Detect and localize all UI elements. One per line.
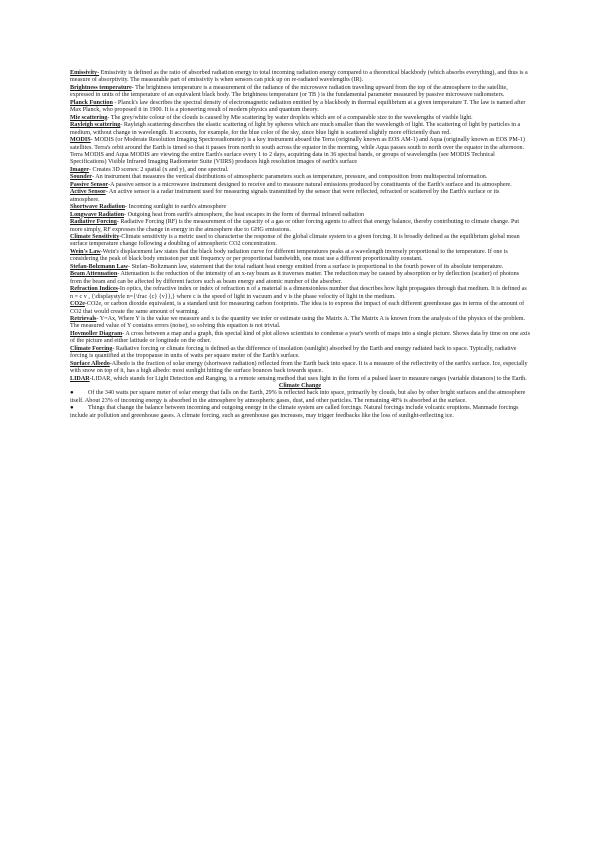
glossary-entry xyxy=(70,346,530,361)
glossary-definition: -In optics, the refractive index or index of refraction n of a material is a dimensionless number that describes how light propagates through that medium. It is defined as n = c v , {\displaystyle n={\frac {c} {v}},} where c is the speed of light in vacuum and v is the phase velocity of light in the medium. xyxy=(70,286,527,300)
glossary-definition: -Wein's displacement law states that the black body radiation curve for different temperatures peaks at a wavelength inversely proportional to the temperature. If one is considering the peak of black body emission per unit frequency or per proportional bandwidth, one must use a different proportionality constant. xyxy=(70,248,508,263)
glossary-term: Imager xyxy=(70,166,89,173)
glossary-entry xyxy=(70,204,530,211)
glossary-definition: - Attenuation is the reduction of the intensity of an x-ray beam as it traverses matter. The reduction may be caused by absorption or by deflection (scatter) of photons from the beam and can be affected by different factors such as beam energy and atomic number of the absorber. xyxy=(70,271,520,285)
glossary-term: Passive Sensor xyxy=(70,181,109,188)
glossary-list xyxy=(70,70,530,383)
glossary-entry xyxy=(70,361,530,376)
glossary-term: Climate Forcing xyxy=(70,345,113,352)
glossary-entry xyxy=(70,271,530,286)
glossary-term: Surface Albedo xyxy=(70,360,110,367)
glossary-term: Wein's Law xyxy=(70,248,101,255)
glossary-definition: -A passive sensor is a microwave instrument designed to receive and to measure natural emissions produced by constituents of the Earth's surface and its atmosphere. xyxy=(108,181,512,188)
glossary-term: Retrievals xyxy=(70,315,97,322)
glossary-term: Longwave Radiation xyxy=(70,211,125,218)
glossary-definition: -LIDAR, which stands for Light Detection and Ranging, is a remote sensing method that uses light in the form of a pulsed laser to measure ranges (variable distances) to the Earth. xyxy=(89,375,527,382)
glossary-term: LIDAR xyxy=(70,375,90,382)
glossary-entry xyxy=(70,85,530,100)
glossary-definition: - An instrument that measures the vertical distributions of atmospheric parameters such as temperature, pressure, and composition from multispectral information. xyxy=(92,174,488,181)
glossary-definition: -CO2e, or carbon dioxide equivalent, is a standard unit for measuring carbon footprints. The idea is to express the impact of each different greenhouse gas in terms of the amount of CO2 that would create the same amount of warming. xyxy=(70,301,525,315)
glossary-entry xyxy=(70,331,530,346)
bullet-text: Of the 340 watts per square meter of solar energy that falls on the Earth, 29% is reflected back into space, primarily by clouds, but also by other bright surfaces and the atmosphere itself. About 23% of incoming energy is absorbed in the atmosphere by atmospheric gases, dust, and other particles. The remaining 48% is absorbed at the surface. xyxy=(70,390,526,404)
glossary-definition: - Stefan–Boltzmann law, statement that the total radiant heat energy emitted from a surface is proportional to the fourth power of its absolute temperature. xyxy=(128,263,504,270)
glossary-definition: - Radiative Forcing (RF) is the measurement of the capacity of a gas or other forcing agents to affect that energy balance, thereby contributing to climate change. Put more simply, RF expresses the change in energy in the atmosphere due to GHG emissions. xyxy=(70,219,520,233)
glossary-entry xyxy=(70,189,530,204)
glossary-term: Sounder xyxy=(70,174,93,181)
glossary-term: Stefan-Bolzmann Law xyxy=(70,263,129,270)
glossary-definition: - Radiative forcing or climate forcing is defined as the difference of insolation (sunlight) absorbed by the Earth and energy radiated back to space. Typically, radiative forcing is quantified at the tropopause in units of watts per square meter of the Earth's surface. xyxy=(70,345,517,360)
glossary-term: Active Sensor xyxy=(70,189,106,196)
glossary-entry xyxy=(70,316,530,331)
glossary-term: Hovmoller Diagram xyxy=(70,330,123,337)
glossary-entry xyxy=(70,212,530,219)
glossary-definition: -Albedo is the fraction of solar energy (shortwave radiation) reflected from the Earth back into space. It is a measure of the reflectivity of the earth's surface. Ice, especially with snow on top of it, has a high albedo: most sunlight hitting the surface bounces back towards space. xyxy=(70,360,528,375)
glossary-term: Climate Sensitivity xyxy=(70,233,120,240)
glossary-definition: - Planck's law describes the spectral density of electromagnetic radiation emitted by a blackbody in thermal equilibrium at a given temperature T. The law is named after Max Planck, who proposed it in 1900. It is a pioneering result of modern physics and quantum theory. xyxy=(70,99,526,114)
glossary-entry xyxy=(70,137,530,167)
glossary-entry xyxy=(70,286,530,301)
glossary-definition: - MODIS (or Moderate Resolution Imaging Spectroradiometer) is a key instrument aboard the Terra (originally known as EOS AM-1) and Aqua (originally known as EOS PM-1) satellites. Terra's orbit around the Earth is timed so that it passes from north to south across the equator in the morning, while Aqua passes south to north over the equator in the afternoon. Terra MODIS and Aqua MODIS are viewing the entire Earth's surface every 1 to 2 days, acquiring data in 36 spectral bands, or groups of wavelengths (see MODIS Technical Specifications) Visible Infrared Imaging Radiometer Suite (VIIRS) produces high resolution images of earth's surface xyxy=(70,137,525,166)
glossary-term: Mie scattering xyxy=(70,114,108,121)
bullet-icon: ● xyxy=(70,390,74,397)
glossary-term: Shortwave Radiation xyxy=(70,204,126,211)
glossary-entry xyxy=(70,174,530,181)
glossary-term: CO2e xyxy=(70,301,85,308)
glossary-term: MODIS xyxy=(70,137,91,144)
glossary-term: Beam Attenuation xyxy=(70,271,118,278)
bullet-item xyxy=(70,405,530,420)
glossary-term: Brightness temperature xyxy=(70,84,132,91)
bullet-list xyxy=(70,390,530,420)
glossary-entry xyxy=(70,70,530,85)
glossary-definition: - Incoming sunlight to earth's atmosphere xyxy=(125,204,227,211)
bullet-icon: ● xyxy=(70,405,74,412)
glossary-entry xyxy=(70,249,530,264)
glossary-definition: - Rayleigh scattering describes the elastic scattering of light by spheres which are much smaller than the wavelength of light. The scattering of light by particles in a medium, without change in wavelength. It accounts, for example, for the blue color of the sky, since blue light is scattered slightly more efficiently than red. xyxy=(70,122,521,136)
glossary-definition: - The brightness temperature is a measurement of the radiance of the microwave radiation traveling upward from the top of the atmosphere to the satellite, expressed in units of the temperature of an equivalent black body. The brightness temperature (or TB ) is the fundamental parameter measured by passive microwave radiometers. xyxy=(70,84,508,99)
glossary-definition: - Outgoing heat from earth's atmosphere, the heat escapes in the form of thermal infrared radiation xyxy=(124,211,365,218)
bullet-text: Things that change the balance between incoming and outgoing energy in the climate system are called forcings. Natural forcings include volcanic eruptions. Manmade forcings include air pollution and greenhouse gases. A climate forcing, such as greenhouse gas increases, may trigger feedbacks like the loss of sunlight-reflecting ice. xyxy=(70,405,519,419)
glossary-definition: - An active sensor is a radar instrument used for measuring signals transmitted by the sensor that were reflected, refracted or scattered by the Earth's surface or its atmosphere. xyxy=(70,189,500,203)
glossary-entry xyxy=(70,234,530,249)
glossary-definition: - Y=Ax, Where Y is the value we measure and x is the quantity we infer or estimate using the Matrix A. The Matrix A is known from the analysis of the physics of the problem. The measured value of Y contains errors (noise), so solving this equation is not trivial. xyxy=(70,315,526,330)
glossary-definition: Emissivity is defined as the ratio of absorbed radiation energy to total incoming radiation energy compared to a theoretical blackbody (which absorbs everything), and thus is a measure of absorptivity. The measurable part of emissivity is when sensors can pick up on re-radiated wavelengths (IR). xyxy=(70,70,528,84)
glossary-definition: -Climate sensitivity is a metric used to characterise the response of the global climate system to a given forcing. It is broadly defined as the equilibrium global mean surface temperature change following a doubling of atmospheric CO2 concentration. xyxy=(70,233,520,248)
glossary-term: Radiative Forcing xyxy=(70,219,117,226)
glossary-definition: - The grey/white colour of the clouds is caused by Mie scattering by water droplets which are of a comparable size to the wavelengths of visible light. xyxy=(107,114,473,121)
section-title: Climate Change xyxy=(278,383,322,390)
glossary-entry xyxy=(70,100,530,115)
glossary-term: Refraction Indices xyxy=(70,286,118,293)
glossary-definition: - A cross between a map and a graph, this special kind of plot allows scientists to condense a year's worth of maps into a single picture. Shows data by time on one axis of the picture and either latitude or longitude on the other. xyxy=(70,330,530,345)
glossary-definition: - Creates 3D scenes: 2 spatial (x and y), and one spectral. xyxy=(88,166,229,173)
bullet-item xyxy=(70,390,530,405)
glossary-entry xyxy=(70,122,530,137)
glossary-entry xyxy=(70,219,530,234)
document-page xyxy=(70,70,530,420)
glossary-entry xyxy=(70,301,530,316)
glossary-term: Planck Function xyxy=(70,99,113,106)
glossary-entry xyxy=(70,376,530,383)
glossary-term: Emissivity- xyxy=(70,70,100,76)
glossary-term: Rayleigh scattering xyxy=(70,122,121,129)
